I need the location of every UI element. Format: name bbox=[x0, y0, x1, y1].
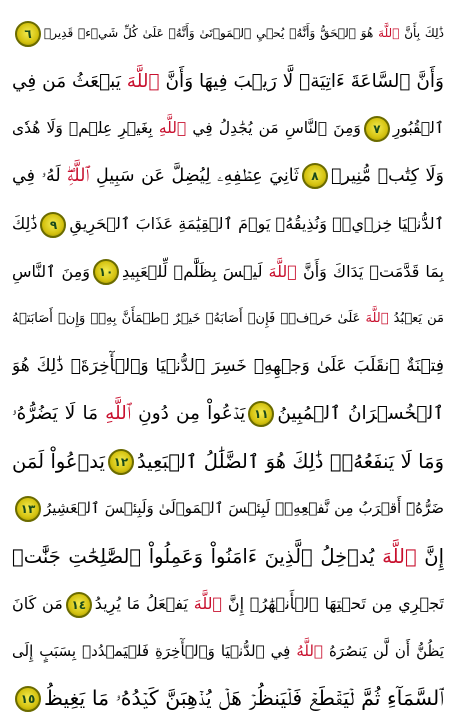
verse-text: لَيۡسَ بِظَلَّٰمٖ لِّلۡعَبِيدِ bbox=[122, 261, 269, 281]
divine-name-word: ٱللَّهَ bbox=[193, 594, 223, 613]
ayah-number-marker: ١٢ bbox=[108, 449, 134, 475]
verse-line bbox=[12, 580, 444, 628]
verse-line bbox=[12, 343, 444, 391]
divine-name-word: ٱللَّهَ bbox=[382, 544, 417, 568]
ayah-number-marker: ١٤ bbox=[66, 592, 92, 618]
verse-text: وَمِنَ ٱلنَّاسِ مَن يُجَٰدِلُ فِي bbox=[186, 119, 361, 137]
divine-name-word: ٱللَّهَ bbox=[126, 70, 160, 92]
divine-name-word: ٱللَّهَ bbox=[365, 311, 389, 326]
verse-text: ٱلسَّمَآءِ ثُمَّ لۡيَقۡطَعۡ فَلۡيَنظُرۡ هَلۡ يُذۡهِبَنَّ كَيۡدُهُۥ مَا يَغِيظُ bbox=[44, 686, 444, 710]
verse-text: مَن يَعۡبُدُ bbox=[388, 311, 444, 326]
verse-text: وَأَنَّ ٱلسَّاعَةَ ءَاتِيَةٞ لَّا رَيۡبَ فِيهَا وَأَنَّ bbox=[159, 70, 444, 92]
verse-text: لَهُۥ فِي bbox=[12, 165, 68, 186]
divine-name-word: ٱللَّهَ bbox=[378, 26, 400, 40]
verse-line bbox=[12, 295, 444, 343]
verse-line bbox=[12, 10, 444, 58]
verse-text: مَا لَا يَضُرُّهُۥ bbox=[12, 403, 106, 424]
verse-text: وَمِنَ ٱلنَّاسِ bbox=[12, 261, 91, 281]
ayah-number-marker: ١٥ bbox=[15, 686, 41, 712]
verse-text: مَن كَانَ bbox=[12, 594, 63, 613]
divine-name-word: ٱللَّهِ bbox=[105, 403, 132, 424]
verse-text: يَبۡعَثُ مَن فِي bbox=[12, 70, 127, 92]
verse-line bbox=[12, 105, 444, 153]
verse-line bbox=[12, 628, 444, 676]
verse-line bbox=[12, 200, 444, 248]
verse-text: عَلَىٰ حَرۡفٖۖ فَإِنۡ أَصَابَهُۥ خَيۡرٌ ٱطۡمَأَنَّ بِهِۦۖ وَإِنۡ أَصَابَتۡهُ bbox=[12, 311, 366, 326]
verse-text: فِتۡنَةٌ ٱنقَلَبَ عَلَىٰ وَجۡهِهِۦ خَسِرَ ٱلدُّنۡيَا وَٱلۡأٓخِرَةَۚ ذَٰلِكَ هُوَ bbox=[12, 355, 444, 376]
verse-line bbox=[12, 533, 444, 581]
verse-text: ٱلۡخُسۡرَانُ ٱلۡمُبِينُ bbox=[277, 403, 444, 424]
ayah-number-marker: ٨ bbox=[302, 163, 328, 189]
verse-text: بِمَا قَدَّمَتۡ يَدَاكَ وَأَنَّ bbox=[296, 261, 444, 281]
verse-text: وَلَا كِتَٰبٖ مُّنِيرٖ bbox=[330, 165, 444, 186]
divine-name-word: ٱللَّهِۖ bbox=[67, 165, 90, 186]
ayah-number-marker: ١٣ bbox=[15, 496, 41, 522]
verse-line bbox=[12, 153, 444, 201]
divine-name-word: ٱللَّهَ bbox=[268, 261, 297, 281]
verse-line bbox=[12, 675, 444, 723]
verse-text: ذَٰلِكَ بِأَنَّ bbox=[399, 26, 444, 40]
ayah-number-marker: ٩ bbox=[40, 212, 66, 238]
ayah-number-marker: ٧ bbox=[364, 116, 390, 142]
verse-text: بِغَيۡرِ عِلۡمٖ وَلَا هُدٗى bbox=[12, 119, 159, 137]
verse-text: يَظُنُّ أَن لَّن يَنصُرَهُ bbox=[322, 641, 444, 660]
verse-text: ضَرُّهُۥٓ أَقۡرَبُ مِن نَّفۡعِهِۦۚ لَبِئۡسَ ٱلۡمَوۡلَىٰ وَلَبِئۡسَ ٱلۡعَشِيرُ bbox=[44, 499, 444, 517]
verse-text: يَدۡعُواْ لَمَن bbox=[12, 449, 105, 473]
verse-text: فِي ٱلدُّنۡيَا وَٱلۡأٓخِرَةِ فَلۡيَمۡدُدۡ بِسَبَبٍ إِلَى bbox=[12, 641, 297, 660]
verse-text: هُوَ ٱلۡحَقُّ وَأَنَّهُۥ يُحۡيِ ٱلۡمَوۡتَىٰ وَأَنَّهُۥ عَلَىٰ كُلِّ شَيۡءٖ قَدِيرٞ bbox=[44, 26, 379, 40]
verse-line bbox=[12, 390, 444, 438]
verse-text: ٱلدُّنۡيَا خِزۡيٞۖ وَنُذِيقُهُۥ يَوۡمَ ٱلۡقِيَٰمَةِ عَذَابَ ٱلۡحَرِيقِ bbox=[69, 214, 444, 233]
verse-text: يَدۡعُواْ مِن دُونِ bbox=[131, 403, 246, 424]
verse-text: ذَٰلِكَ bbox=[12, 214, 38, 233]
verse-text: يُدۡخِلُ ٱلَّذِينَ ءَامَنُواْ وَعَمِلُواْ ٱلصَّٰلِحَٰتِ جَنَّٰتٖ bbox=[12, 544, 383, 568]
ayah-number-marker: ١٠ bbox=[93, 259, 119, 285]
divine-name-word: ٱللَّهُ bbox=[296, 641, 323, 660]
ayah-number-marker: ٦ bbox=[15, 21, 41, 47]
verse-text: ٱلۡقُبُورِ bbox=[392, 119, 444, 137]
verse-text: تَجۡرِي مِن تَحۡتِهَا ٱلۡأَنۡهَٰرُۚ إِنَّ bbox=[222, 594, 444, 613]
verse-line bbox=[12, 485, 444, 533]
ayah-number-marker: ١١ bbox=[248, 401, 274, 427]
verse-text: إِنَّ bbox=[416, 544, 444, 568]
verse-text: يَفۡعَلُ مَا يُرِيدُ bbox=[94, 594, 194, 613]
verse-text: ثَانِيَ عِطۡفِهِۦ لِيُضِلَّ عَن سَبِيلِ bbox=[89, 165, 299, 186]
verse-line bbox=[12, 438, 444, 486]
verse-text: وَمَا لَا يَنفَعُهُۥۚ ذَٰلِكَ هُوَ ٱلضَّلَٰلُ ٱلۡبَعِيدُ bbox=[136, 449, 444, 473]
divine-name-word: ٱللَّهِ bbox=[158, 119, 187, 137]
verse-line bbox=[12, 248, 444, 296]
verse-line bbox=[12, 58, 444, 106]
